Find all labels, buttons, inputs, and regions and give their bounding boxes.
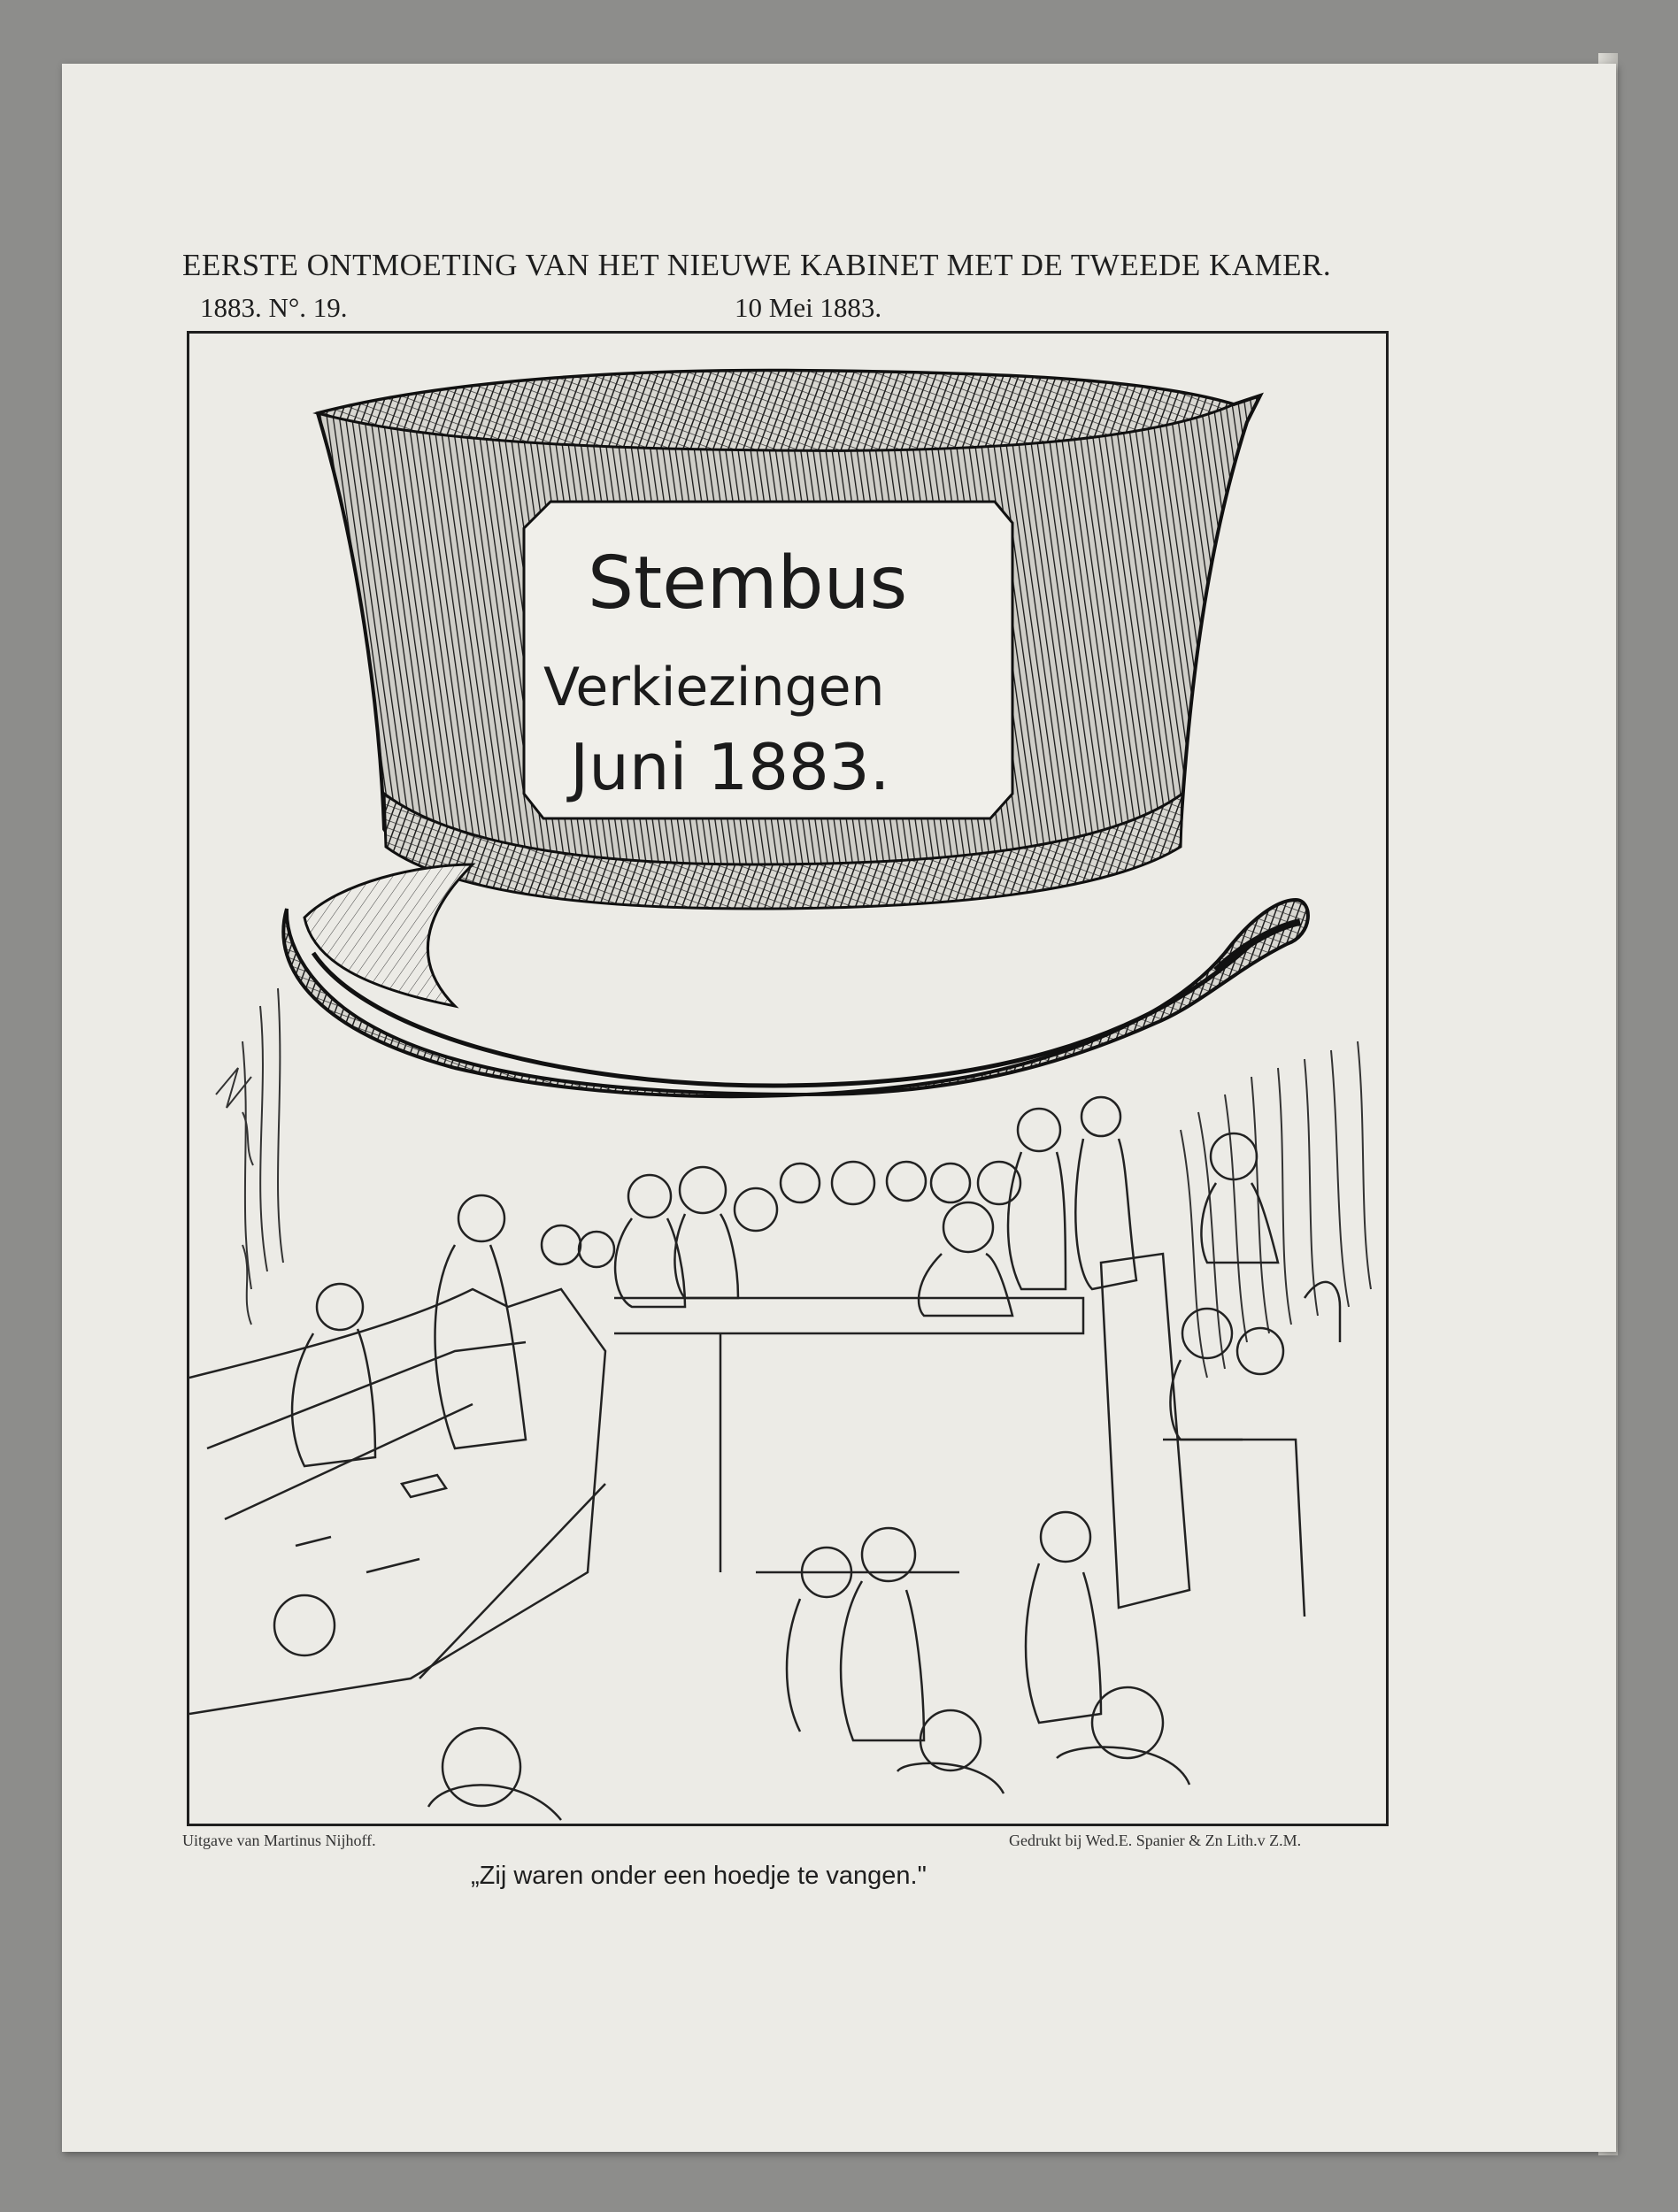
hat-label-line-1: Stembus xyxy=(588,541,908,626)
issue-date: 10 Mei 1883. xyxy=(735,292,882,323)
margin-scribbles xyxy=(216,1068,253,1325)
cartoon-illustration xyxy=(189,334,1386,1824)
hat-label-line-3: Juni 1883. xyxy=(570,730,890,804)
top-hat xyxy=(283,371,1308,1096)
page-title: EERSTE ONTMOETING VAN HET NIEUWE KABINET MET DE TWEEDE KAMER. xyxy=(182,248,1332,282)
printer-credit: Gedrukt bij Wed.E. Spanier & Zn Lith.v Z.M. xyxy=(1009,1832,1302,1849)
publisher-credit: Uitgave van Martinus Nijhoff. xyxy=(182,1832,376,1849)
parliament-scene xyxy=(189,1097,1340,1820)
cartoon-caption: „Zij waren onder een hoedje te vangen." xyxy=(471,1862,927,1890)
cartoon-frame xyxy=(187,331,1389,1826)
issue-number: 1883. N°. 19. xyxy=(200,292,348,323)
hat-label-line-2: Verkiezingen xyxy=(543,657,885,718)
